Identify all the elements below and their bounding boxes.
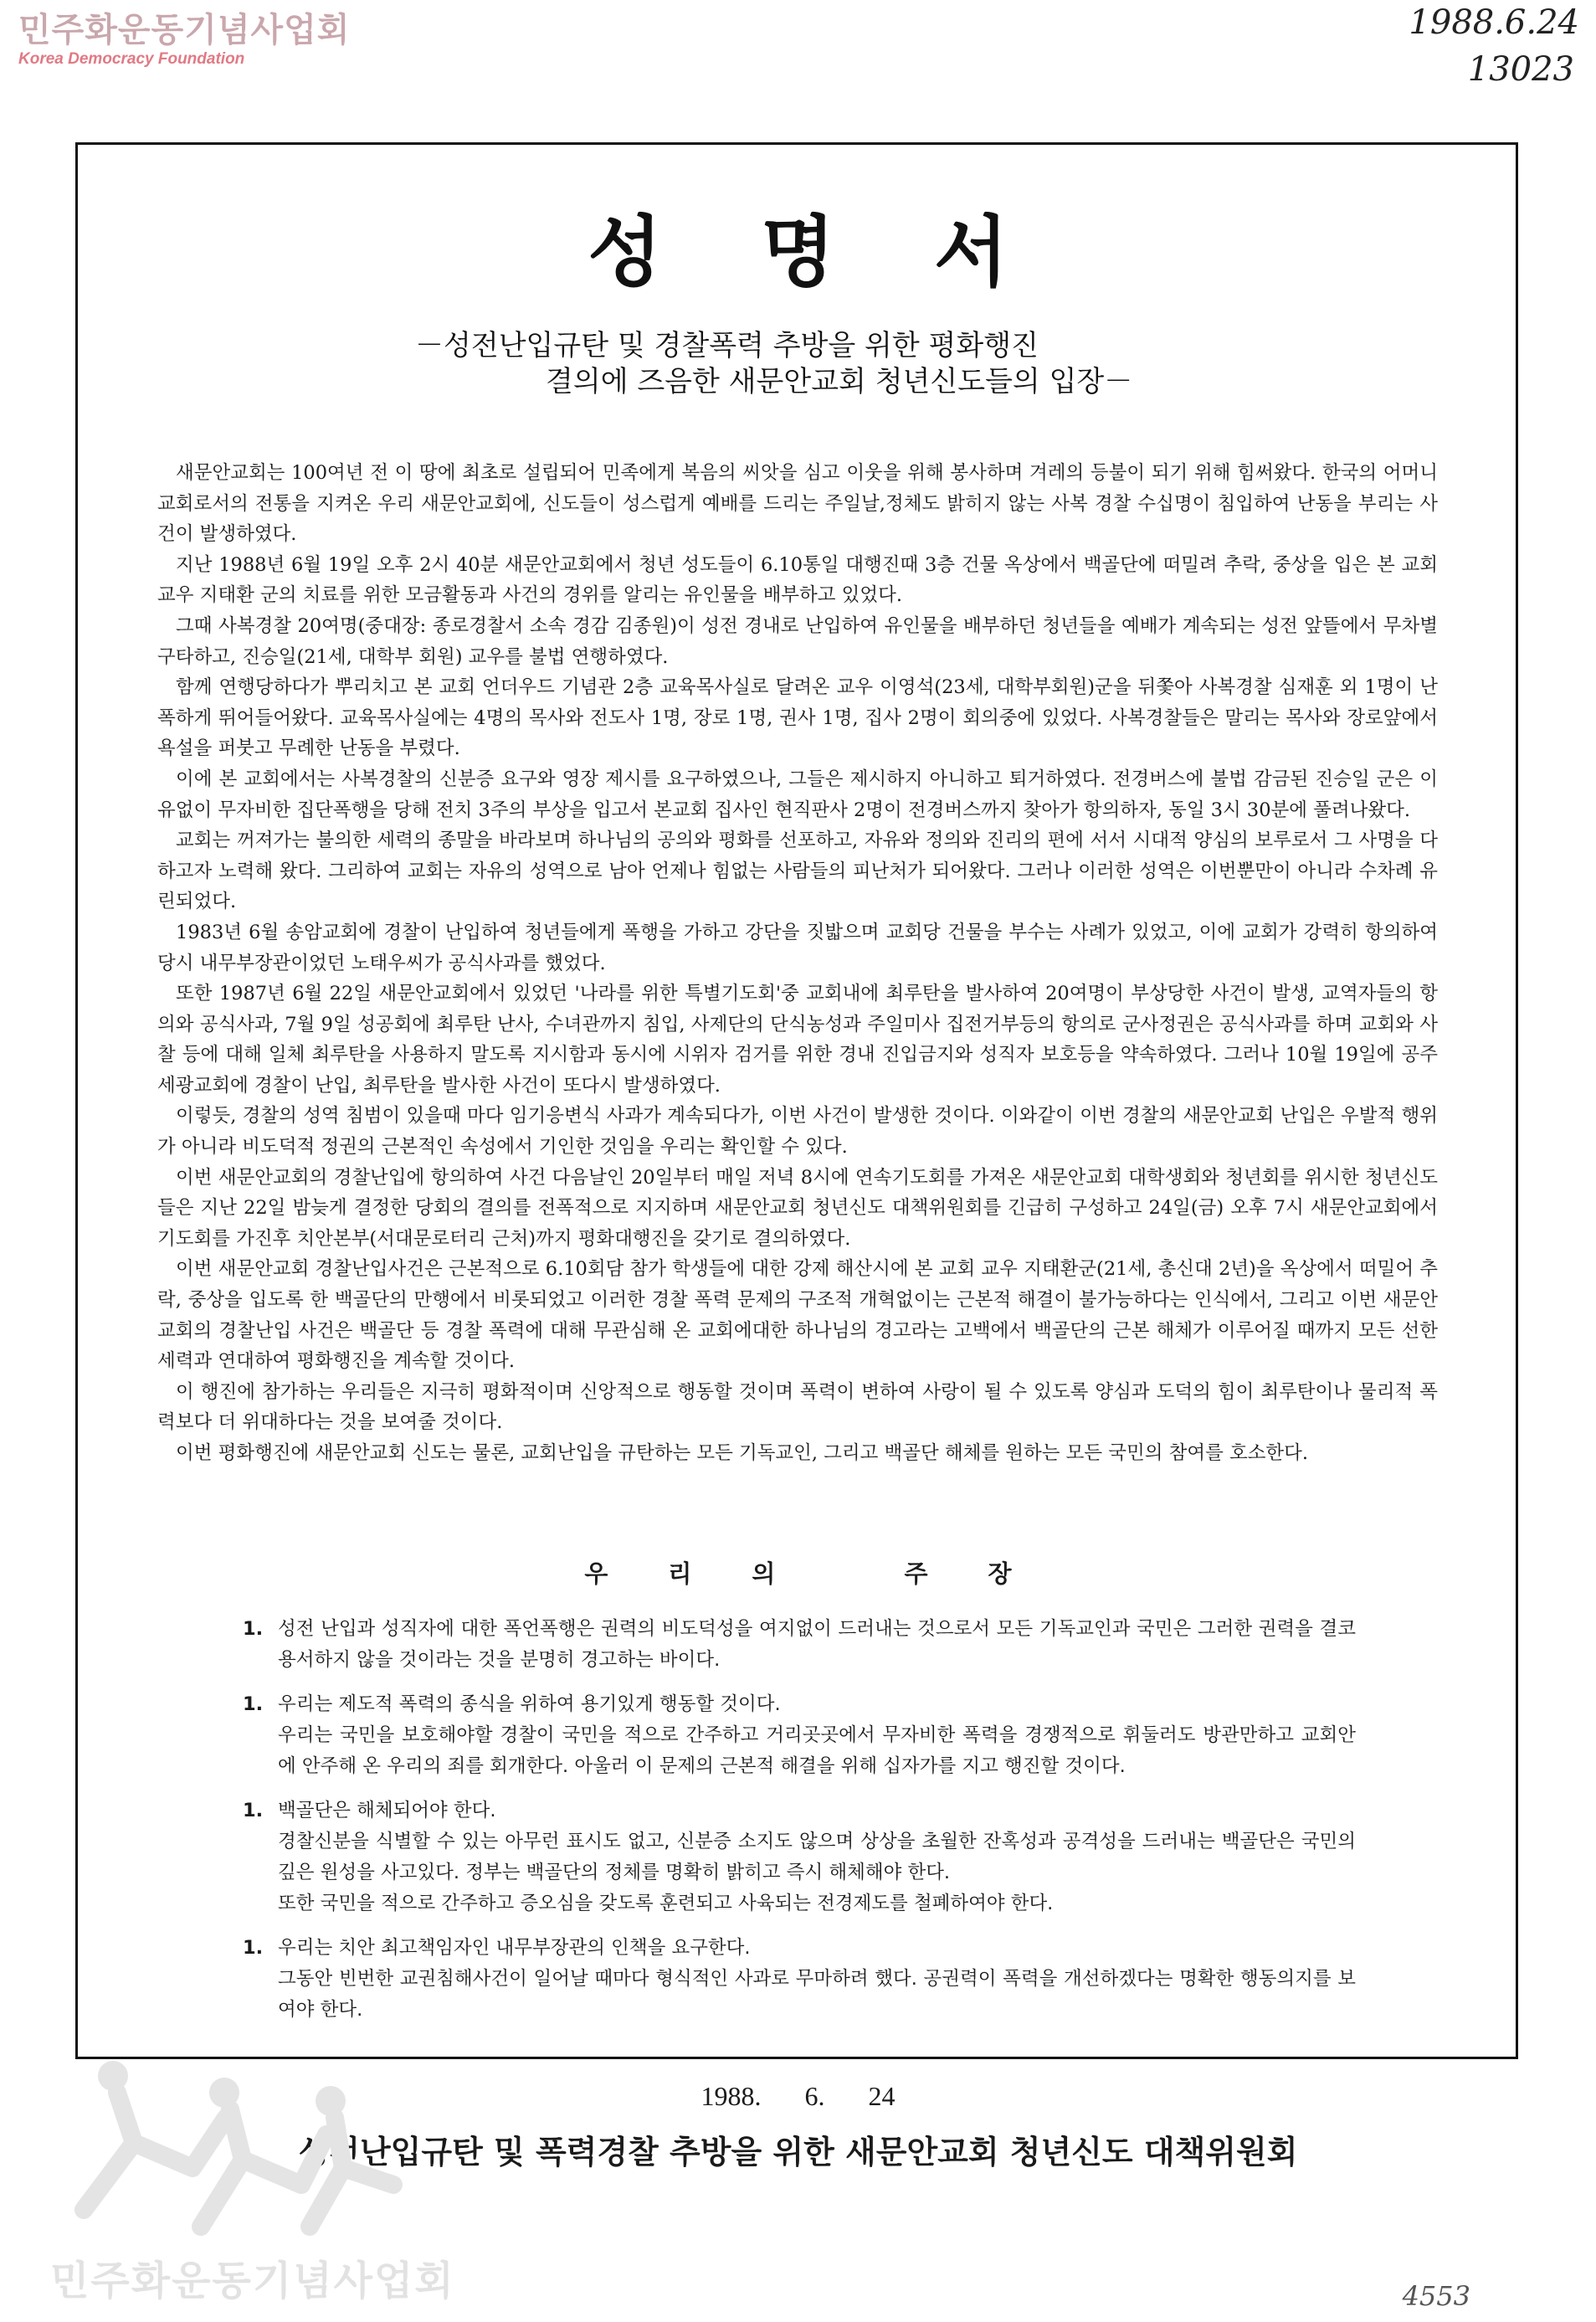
paragraph: 이에 본 교회에서는 사복경찰의 신분증 요구와 영장 제시를 요구하였으나, 그들은 제시하지 아니하고 퇴거하였다. 전경버스에 불법 감금된 진승일 군은 이유없이 무자비한 집단폭행을 당해 전치 3주의 부상을 입고서 본교회 집사인 현직판사 2명이 전경버스까지 찾아가 항의하자, 동일 3시 30분에 풀려나왔다.	[157, 768, 1438, 821]
claim-number: 1.	[243, 1937, 264, 1959]
subtitle-line-2: 결의에 즈음한 새문안교회 청년신도들의 입장－	[546, 365, 1133, 398]
paragraph: 교회는 꺼져가는 불의한 세력의 종말을 바라보며 하나님의 공의와 평화를 선포하고, 자유와 정의와 진리의 편에 서서 시대적 양심의 보루로서 그 사명을 다하고자 노력해 왔다. 그리하여 교회는 자유의 성역으로 남아 언제나 힘없는 사람들의 피난처가 되어왔다. 그러나 이러한 성역은 이번뿐만이 아니라 수차례 유린되었다.	[157, 830, 1438, 913]
handwritten-code-note: 13023	[1467, 50, 1574, 89]
watermark-korean: 민주화운동기념사업회	[18, 11, 351, 49]
claim-text: 백골단은 해체되어야 한다. 경찰신분을 식별할 수 있는 아무런 표시도 없고, 신분증 소지도 않으며 상상을 초월한 잔혹성과 공격성을 드러내는 백골단은 국민의 깊은 원성을 사고있다. 정부는 백골단의 정체를 명확히 밝히고 즉시 해체해야 한다. 또한 국민을 적으로 간주하고 증오심을 갖도록 훈련되고 사육되는 전경제도를 철폐하여야 한다.	[278, 1800, 1356, 1914]
claim-number: 1.	[243, 1800, 264, 1821]
claim-text: 우리는 제도적 폭력의 종식을 위하여 용기있게 행동할 것이다. 우리는 국민을 보호해야할 경찰이 국민을 적으로 간주하고 거리곳곳에서 무자비한 폭력을 경쟁적으로 휘둘러도 방관만하고 교회안에 안주해 온 우리의 죄를 회개한다. 아울러 이 문제의 근본적 해결을 위해 십자가를 지고 행진할 것이다.	[278, 1693, 1356, 1777]
claims-list	[243, 1614, 1356, 2039]
subtitle-line-1: －성전난입규탄 및 경찰폭력 추방을 위한 평화행진	[415, 329, 1039, 362]
claims-heading: 우리의 주장	[584, 1559, 1072, 1588]
paragraph: 이번 평화행진에 새문안교회 신도는 물론, 교회난입을 규탄하는 모든 기독교인, 그리고 백골단 해체를 원하는 모든 국민의 참여를 호소한다.	[176, 1442, 1309, 1464]
claim-text: 우리는 치안 최고책임자인 내무부장관의 인책을 요구한다. 그동안 빈번한 교권침해사건이 일어날 때마다 형식적인 사과로 무마하려 했다. 공권력이 폭력을 개선하겠다는 명확한 행동의지를 보여야 한다.	[278, 1937, 1356, 2021]
issuing-organization: 성전난입규탄 및 폭력경찰 추방을 위한 새문안교회 청년신도 대책위원회	[298, 2134, 1298, 2170]
claim-item	[243, 1795, 1356, 1919]
claim-number: 1.	[243, 1693, 264, 1715]
paragraph: 또한 1987년 6월 22일 새문안교회에서 있었던 '나라를 위한 특별기도회'중 교회내에 최루탄을 발사하여 20여명이 부상당한 사건이 발생, 교역자들의 항의와 공식사과, 7월 9일 성공회에 최루탄 난사, 수녀관까지 침입, 사제단의 단식농성과 주일미사 집전거부등의 항의로 군사정권은 공식사과를 하며 교회와 사찰 등에 대해 일체 최루탄을 사용하지 말도록 지시함과 동시에 시위자 검거를 위한 경내 진입금지와 성직자 보호등을 약속하였다. 그러나 10월 19일에 공주 세광교회에 경찰이 난입, 최루탄을 발사한 사건이 또다시 발생하였다.	[157, 983, 1438, 1097]
paragraph: 이 행진에 참가하는 우리들은 지극히 평화적이며 신앙적으로 행동할 것이며 폭력이 변하여 사랑이 될 수 있도록 양심과 도덕의 힘이 최루탄이나 물리적 폭력보다 더 위대하다는 것을 보여줄 것이다.	[157, 1380, 1438, 1434]
handwritten-page-note: 4553	[1402, 2280, 1470, 2312]
watermark-english: Korea Democracy Foundation	[18, 50, 245, 68]
claim-item	[243, 1689, 1356, 1782]
handwritten-date-note: 1988.6.24	[1409, 3, 1579, 42]
paragraph: 이번 새문안교회의 경찰난입에 항의하여 사건 다음날인 20일부터 매일 저녁 8시에 연속기도회를 가져온 새문안교회 대학생회와 청년회를 위시한 청년신도들은 지난 22일 밤늦게 결정한 당회의 결의를 전폭적으로 지지하며 새문안교회 청년신도 대책위원회를 긴급히 구성하고 24일(금) 오후 7시 새문안교회에서 기도회를 가진후 치안본부(서대문로터리 근처)까지 평화대행진을 갖기로 결의하였다.	[157, 1166, 1438, 1250]
statement-date: 1988. 6. 24	[700, 2081, 896, 2111]
claim-item	[243, 1933, 1356, 2026]
claim-number: 1.	[243, 1618, 264, 1640]
paragraph: 이렇듯, 경찰의 성역 침범이 있을때 마다 임기응변식 사과가 계속되다가, 이번 사건이 발생한 것이다. 이와같이 이번 경찰의 새문안교회 난입은 우발적 행위가 아니라 비도덕적 정권의 근본적인 속성에서 기인한 것임을 우리는 확인할 수 있다.	[157, 1105, 1438, 1158]
page-title: 성명서	[588, 208, 1107, 297]
paragraph: 1983년 6월 송암교회에 경찰이 난입하여 청년들에게 폭행을 가하고 강단을 짓밟으며 교회당 건물을 부수는 사례가 있었고, 이에 교회가 강력히 항의하여 당시 내무부장관이었던 노태우씨가 공식사과를 했었다.	[157, 921, 1438, 974]
foundation-logo-watermark	[33, 2042, 435, 2260]
paragraph: 그때 사복경찰 20여명(중대장: 종로경찰서 소속 경감 김종원)이 성전 경내로 난입하여 유인물을 배부하던 청년들을 예배가 계속되는 성전 앞뜰에서 무차별 구타하고, 진승일(21세, 대학부 회원) 교우를 불법 연행하였다.	[157, 614, 1438, 668]
foundation-watermark	[18, 12, 350, 69]
claim-item	[243, 1614, 1356, 1676]
paragraph: 지난 1988년 6월 19일 오후 2시 40분 새문안교회에서 청년 성도들이 6.10통일 대행진때 3층 건물 옥상에서 백골단에 떠밀려 추락, 중상을 입은 본 교회 교우 지태환 군의 치료를 위한 모금활동과 사건의 경위를 알리는 유인물을 배부하고 있었다.	[157, 553, 1438, 607]
claim-text: 성전 난입과 성직자에 대한 폭언폭행은 권력의 비도덕성을 여지없이 드러내는 것으로서 모든 기독교인과 국민은 그러한 권력을 결코 용서하지 않을 것이라는 것을 분명히 경고하는 바이다.	[278, 1618, 1356, 1671]
paragraph: 새문안교회는 100여년 전 이 땅에 최초로 설립되어 민족에게 복음의 씨앗을 심고 이웃을 위해 봉사하며 겨레의 등불이 되기 위해 힘써왔다. 한국의 어머니 교회로서의 전통을 지켜온 우리 새문안교회에, 신도들이 성스럽게 예배를 드리는 주일날,정체도 밝히지 않는 사복 경찰 수십명이 침입하여 난동을 부리는 사건이 발생하였다.	[157, 462, 1438, 546]
paragraph: 함께 연행당하다가 뿌리치고 본 교회 언더우드 기념관 2층 교육목사실로 달려온 교우 이영석(23세, 대학부회원)군을 뒤쫓아 사복경찰 심재훈 외 1명이 난폭하게 뛰어들어왔다. 교육목사실에는 4명의 목사와 전도사 1명, 장로 1명, 권사 1명, 집사 2명이 회의중에 있었다. 사복경찰들은 말리는 목사와 장로앞에서 욕설을 퍼붓고 무례한 난동을 부렸다.	[157, 676, 1438, 760]
statement-body	[157, 458, 1438, 1469]
watermark-bottom: 민주화운동기념사업회	[50, 2258, 455, 2304]
paragraph: 이번 새문안교회 경찰난입사건은 근본적으로 6.10회담 참가 학생들에 대한 강제 해산시에 본 교회 교우 지태환군(21세, 총신대 2년)을 옥상에서 떠밀어 추락, 중상을 입도록 한 백골단의 만행에서 비롯되었고 이러한 경찰 폭력 문제의 구조적 개혁없이는 근본적 해결이 불가능하다는 인식에서, 그리고 이번 새문안 교회의 경찰난입 사건은 백골단 등 경찰 폭력에 대해 무관심해 온 교회에대한 하나님의 경고라는 고백에서 백골단의 근본 해체가 이루어질 때까지 모든 선한 세력과 연대하여 평화행진을 계속할 것이다.	[157, 1258, 1438, 1373]
